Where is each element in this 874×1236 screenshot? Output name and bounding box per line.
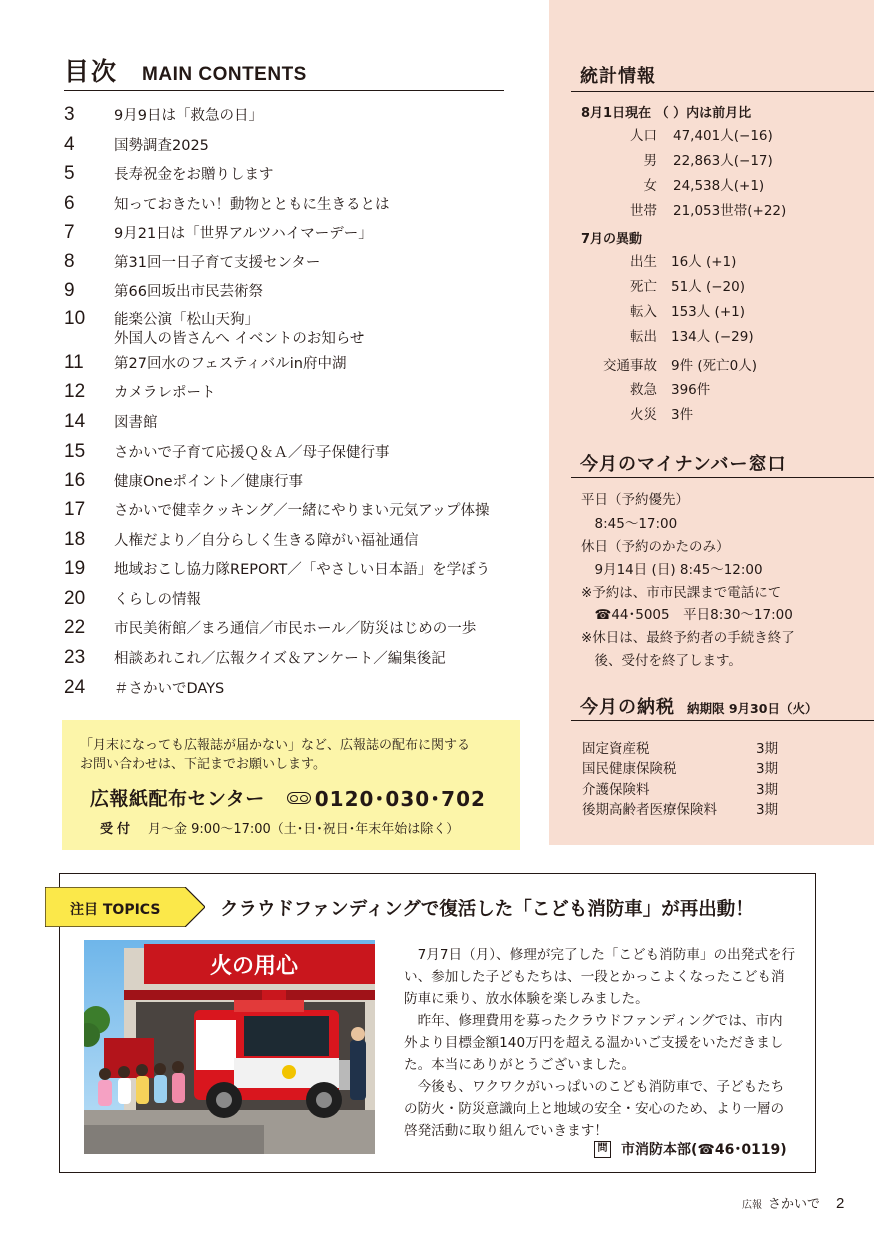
article-paragraph-3: 今後も、ワクワクがいっぱいのこども消防車で、子どもたちの防火・防災意識向上と地域の安全・安心のため、より一層の啓発活動に取り組んでいきます！ bbox=[404, 1079, 785, 1139]
tax-name: 介護保険料 bbox=[582, 782, 650, 798]
mynumber-line: 休日（予約のかたのみ） bbox=[581, 539, 730, 555]
toc-page-number: 24 bbox=[64, 677, 86, 698]
tax-period: 3期 bbox=[756, 802, 779, 818]
toc-page-number: 20 bbox=[64, 588, 86, 609]
stat-value: 396件 bbox=[671, 382, 711, 398]
toc-item-title: 9月9日は「救急の日」 bbox=[114, 108, 263, 124]
sidebar bbox=[549, 0, 874, 845]
toc-item-title: 長寿祝金をお贈りします bbox=[114, 167, 274, 183]
toc-item-title: さかいで健幸クッキング／一緒にやりまい元気アップ体操 bbox=[114, 503, 490, 519]
stat-label: 人口 bbox=[630, 128, 657, 144]
stat-label: 転出 bbox=[630, 329, 657, 345]
toc-item-title: さかいで子育て応援Ｑ＆Ａ／母子保健行事 bbox=[114, 445, 390, 461]
tax-row bbox=[582, 757, 842, 777]
toc-page-number: 23 bbox=[64, 647, 86, 668]
stat-label: 世帯 bbox=[630, 203, 657, 219]
toc-item-title: 人権だより／自分らしく生きる障がい福祉通信 bbox=[114, 533, 419, 549]
toc-item-title: くらしの情報 bbox=[114, 592, 201, 608]
tax-period: 3期 bbox=[756, 741, 779, 757]
toc-page-number: 12 bbox=[64, 381, 86, 402]
toc-item-title: 国勢調査2025 bbox=[114, 138, 209, 154]
toc-item-title: 9月21日は「世界アルツハイマーデー」 bbox=[114, 226, 373, 242]
delivery-center-phone[interactable]: 0120･030･702 bbox=[314, 787, 486, 811]
tax-period: 3期 bbox=[756, 782, 779, 798]
changes-title: 7月の異動 bbox=[581, 232, 643, 247]
notice-text-1: 「月末になっても広報誌が届かない」など、広報誌の配布に関する bbox=[80, 738, 471, 753]
stat-value: 9件 (死亡0人) bbox=[671, 358, 758, 374]
notice-center-line bbox=[80, 783, 504, 812]
stat-label: 火災 bbox=[630, 407, 657, 423]
toc-page-number: 5 bbox=[64, 163, 75, 184]
toc-item-title: 健康Oneポイント／健康行事 bbox=[114, 474, 304, 490]
stat-value: 21,053世帯(+22) bbox=[673, 203, 787, 219]
stat-label: 出生 bbox=[630, 254, 657, 270]
stat-label: 交通事故 bbox=[603, 358, 657, 374]
stats-rule bbox=[571, 91, 874, 92]
stat-value: 153人 (+1) bbox=[671, 304, 745, 320]
toc-page-number: 4 bbox=[64, 134, 75, 155]
page-footer bbox=[742, 1193, 844, 1212]
stat-value: 16人 (+1) bbox=[671, 254, 737, 270]
fire-truck-photo bbox=[84, 940, 375, 1154]
footer-brand: さかいで bbox=[768, 1197, 821, 1212]
hours-label: 受付 bbox=[100, 822, 135, 837]
mynumber-line: ※休日は、最終予約者の手続き終了 bbox=[581, 630, 795, 646]
footer-label: 広報 bbox=[742, 1200, 762, 1211]
tax-period: 3期 bbox=[756, 761, 779, 777]
inquiry-icon: 問 bbox=[594, 1141, 611, 1158]
stats-title: 統計情報 bbox=[580, 66, 656, 87]
topics-article bbox=[404, 944, 796, 1142]
toc-page-number: 6 bbox=[64, 193, 75, 214]
toc-page-number: 18 bbox=[64, 529, 86, 550]
delivery-notice-box bbox=[62, 720, 520, 850]
toc-title-en: MAIN CONTENTS bbox=[142, 64, 307, 85]
toc-item-title: 地域おこし協力隊REPORT／「やさしい日本語」を学ぼう bbox=[114, 562, 491, 578]
toc-item-title: 第66回坂出市民芸術祭 bbox=[114, 284, 263, 300]
page-number: 2 bbox=[836, 1195, 845, 1212]
toc-page-number: 11 bbox=[64, 352, 84, 373]
tax-title: 今月の納税 bbox=[580, 697, 675, 718]
toc-item-title: 図書館 bbox=[114, 415, 158, 431]
toc-item-title: ＃さかいでDAYS bbox=[114, 681, 225, 697]
toc-page-number: 19 bbox=[64, 558, 86, 579]
toc-page-number: 3 bbox=[64, 104, 75, 125]
notice-text-2: お問い合わせは、下記までお願いします。 bbox=[80, 757, 326, 772]
free-dial-icon bbox=[287, 792, 311, 804]
stat-label: 転入 bbox=[630, 304, 657, 320]
toc-title: 目次 bbox=[64, 57, 119, 86]
mynumber-line: 平日（予約優先） bbox=[581, 492, 689, 508]
stat-value: 24,538人(+1) bbox=[673, 178, 765, 194]
toc-item-title: 知っておきたい！動物とともに生きるとは bbox=[114, 197, 390, 213]
mynumber-line: 8:45～17:00 bbox=[581, 516, 678, 532]
mynumber-line: 9月14日 (日) 8:45～12:00 bbox=[581, 562, 763, 578]
fire-sign-text: 火の用心 bbox=[209, 954, 299, 979]
tax-row bbox=[582, 798, 842, 818]
stat-label: 死亡 bbox=[630, 279, 657, 295]
tax-due-date: 納期限 9月30日（火） bbox=[687, 701, 818, 716]
toc-page-number: 15 bbox=[64, 441, 86, 462]
mynumber-line: ☎44･5005 平日8:30～17:00 bbox=[581, 607, 793, 623]
mynumber-line: 後、受付を終了します。 bbox=[581, 653, 742, 669]
tax-row bbox=[582, 737, 842, 757]
stat-value: 47,401人(−16) bbox=[673, 128, 773, 144]
contact-text[interactable]: 市消防本部(☎46･0119) bbox=[621, 1142, 787, 1158]
hours-text: 月～金 9:00～17:00（土･日･祝日･年末年始は除く） bbox=[148, 822, 460, 837]
stat-value: 22,863人(−17) bbox=[673, 153, 773, 169]
mynumber-title: 今月のマイナンバー窓口 bbox=[580, 454, 787, 475]
stats-date-line: 8月1日現在 （ ）内は前月比 bbox=[581, 106, 752, 121]
stat-label: 男 bbox=[643, 153, 657, 169]
notice-hours-line bbox=[80, 818, 504, 837]
tax-name: 固定資産税 bbox=[582, 741, 650, 757]
stat-value: 134人 (−29) bbox=[671, 329, 754, 345]
toc-item-title: 第27回水のフェスティバルin府中湖 bbox=[114, 356, 347, 372]
table-of-contents bbox=[64, 52, 504, 91]
toc-page-number: 8 bbox=[64, 251, 75, 272]
stat-value: 51人 (−20) bbox=[671, 279, 745, 295]
delivery-center-name: 広報紙配布センター bbox=[90, 788, 265, 810]
toc-page-number: 22 bbox=[64, 617, 86, 638]
toc-header bbox=[64, 52, 504, 91]
mynumber-line: ※予約は、市市民課まで電話にて bbox=[581, 585, 782, 601]
tax-title-row bbox=[580, 693, 817, 719]
tax-name: 後期高齢者医療保険料 bbox=[582, 802, 717, 818]
stat-value: 3件 bbox=[671, 407, 694, 423]
stat-label: 女 bbox=[643, 178, 657, 194]
topics-title: クラウドファンディングで復活した「こども消防車」が再出動！ bbox=[220, 899, 754, 920]
toc-page-number: 10 bbox=[64, 308, 86, 329]
toc-page-number: 14 bbox=[64, 411, 86, 432]
mynumber-rule bbox=[571, 477, 874, 478]
tax-row bbox=[582, 778, 842, 798]
tax-name: 国民健康保険税 bbox=[582, 761, 677, 777]
tax-rule bbox=[571, 720, 874, 721]
toc-item-title: 相談あれこれ／広報クイズ＆アンケート／編集後記 bbox=[114, 651, 446, 667]
toc-item-title-2: 外国人の皆さんへ イベントのお知らせ bbox=[114, 331, 365, 347]
toc-page-number: 16 bbox=[64, 470, 86, 491]
toc-item-title: 能楽公演「松山天狗」 bbox=[114, 312, 259, 328]
contact-line bbox=[594, 1139, 787, 1159]
toc-page-number: 7 bbox=[64, 222, 75, 243]
toc-page-number: 17 bbox=[64, 499, 86, 520]
toc-item-title: 市民美術館／まろ通信／市民ホール／防災はじめの一歩 bbox=[114, 621, 477, 637]
toc-page-number: 9 bbox=[64, 280, 75, 301]
article-paragraph-1: 7月7日（月）、修理が完了した「こども消防車」の出発式を行い、参加した子どもたちは、一段とかっこよくなったこども消防車に乗り、放水体験を楽しみました。 bbox=[404, 947, 796, 1007]
topics-label: 注目 TOPICS bbox=[70, 902, 161, 918]
toc-item-title: 第31回一日子育て支援センター bbox=[114, 255, 321, 271]
article-paragraph-2: 昨年、修理費用を募ったクラウドファンディングでは、市内外より目標金額140万円を超える温かいご支援をいただきました。本当にありがとうございました。 bbox=[404, 1013, 784, 1073]
stat-label: 救急 bbox=[630, 382, 657, 398]
toc-item-title: カメラレポート bbox=[114, 385, 216, 401]
